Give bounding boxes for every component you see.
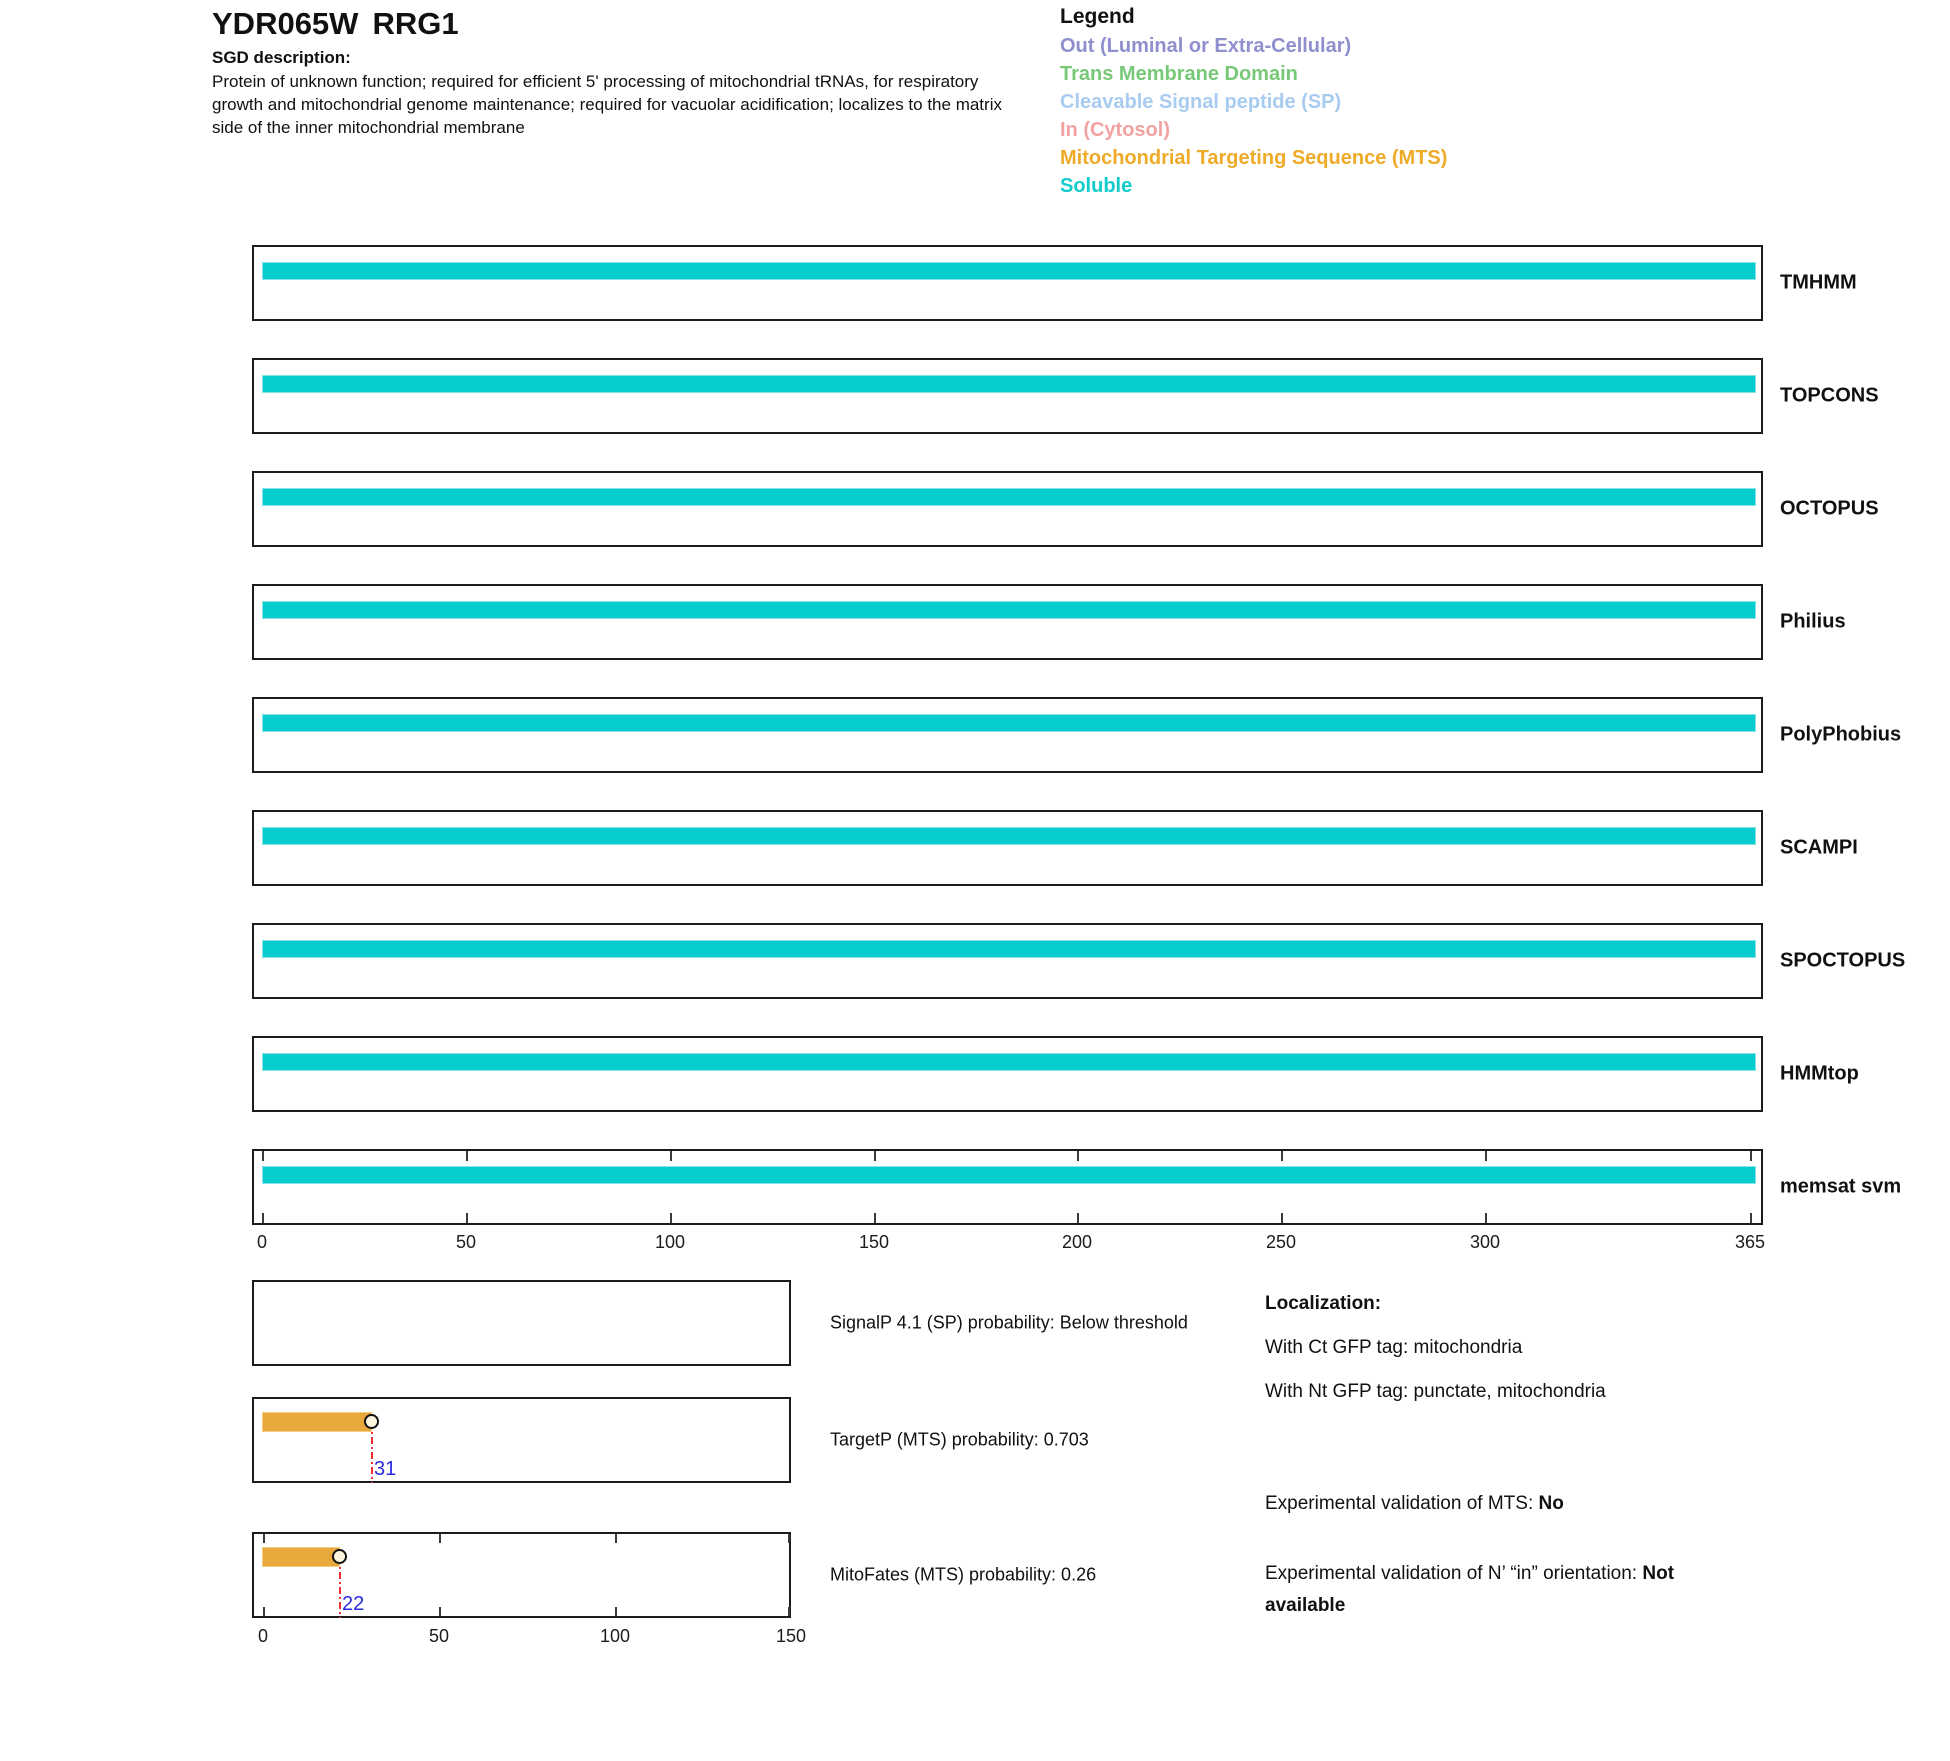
- axis-tick-label: 200: [1061, 1232, 1093, 1252]
- axis-tick-label: 0: [256, 1232, 268, 1252]
- gene-systematic-name: YDR065W: [212, 6, 359, 41]
- legend-items: [1060, 32, 1447, 200]
- gene-standard-name: RRG1: [372, 6, 459, 41]
- axis-tick: [1485, 1213, 1487, 1223]
- panel-label-1: TargetP (MTS) probability: 0.703: [830, 1429, 1089, 1450]
- cleavage-line: [371, 1422, 373, 1483]
- localization-nt-gfp: With Nt GFP tag: punctate, mitochondria: [1265, 1381, 1606, 1402]
- panel-label-0: SignalP 4.1 (SP) probability: Below threshold: [830, 1312, 1188, 1333]
- track-box-scampi: [252, 810, 1763, 886]
- track-label-topcons: TOPCONS: [1780, 384, 1879, 407]
- axis-tick: [615, 1607, 617, 1616]
- legend: [1060, 2, 1447, 200]
- cleavage-line: [339, 1557, 341, 1618]
- legend-item-3: In (Cytosol): [1060, 119, 1170, 141]
- panel-label-2: MitoFates (MTS) probability: 0.26: [830, 1564, 1097, 1585]
- soluble-bar: [262, 601, 1756, 619]
- axis-tick-label: 250: [1265, 1232, 1297, 1252]
- axis-tick: [262, 1213, 264, 1223]
- track-box-spoctopus: [252, 923, 1763, 999]
- axis-tick-label: 0: [257, 1626, 269, 1646]
- cleavage-marker-icon: [364, 1414, 379, 1429]
- track-box-philius: [252, 584, 1763, 660]
- axis-tick: [874, 1213, 876, 1223]
- axis-tick: [1281, 1151, 1283, 1161]
- track-label-philius: Philius: [1780, 610, 1846, 633]
- panel-box-2: [252, 1532, 791, 1618]
- axis-tick: [1281, 1213, 1283, 1223]
- legend-item-1: Trans Membrane Domain: [1060, 63, 1298, 85]
- legend-title: Legend: [1060, 5, 1135, 28]
- mts-validation-label: Experimental validation of MTS:: [1265, 1493, 1539, 1514]
- mts-bar: [262, 1547, 340, 1567]
- axis-tick: [262, 1151, 264, 1161]
- axis-tick-label: 50: [428, 1626, 450, 1646]
- cleavage-position-label: 31: [374, 1458, 397, 1480]
- soluble-bar: [262, 1053, 1756, 1071]
- axis-tick: [466, 1213, 468, 1223]
- soluble-bar: [262, 488, 1756, 506]
- axis-tick: [874, 1151, 876, 1161]
- soluble-bar: [262, 827, 1756, 845]
- cleavage-position-label: 22: [342, 1593, 365, 1615]
- axis-tick: [670, 1151, 672, 1161]
- axis-tick: [263, 1534, 265, 1543]
- soluble-bar: [262, 375, 1756, 393]
- axis-tick: [1750, 1213, 1752, 1223]
- axis-tick: [466, 1151, 468, 1161]
- soluble-bar: [262, 714, 1756, 732]
- orientation-validation-line: [1265, 1558, 1735, 1622]
- track-label-octopus: OCTOPUS: [1780, 497, 1879, 520]
- track-label-spoctopus: SPOCTOPUS: [1780, 949, 1906, 972]
- track-label-polyphobius: PolyPhobius: [1780, 723, 1902, 746]
- axis-tick: [788, 1534, 790, 1543]
- axis-tick: [670, 1213, 672, 1223]
- axis-tick-label: 150: [775, 1626, 807, 1646]
- legend-item-5: Soluble: [1060, 175, 1133, 197]
- axis-tick: [263, 1607, 265, 1616]
- track-box-octopus: [252, 471, 1763, 547]
- panel-box-1: [252, 1397, 791, 1483]
- axis-tick: [1750, 1151, 1752, 1161]
- track-box-polyphobius: [252, 697, 1763, 773]
- mts-bar: [262, 1412, 372, 1432]
- mts-validation-line: [1265, 1488, 1564, 1520]
- axis-tick-label: 100: [654, 1232, 686, 1252]
- localization-ct-gfp: With Ct GFP tag: mitochondria: [1265, 1337, 1523, 1358]
- legend-item-0: Out (Luminal or Extra-Cellular): [1060, 35, 1352, 57]
- axis-tick: [1077, 1213, 1079, 1223]
- soluble-bar: [262, 940, 1756, 958]
- sgd-description-label: SGD description:: [212, 48, 351, 67]
- axis-tick: [439, 1534, 441, 1543]
- axis-tick-label: 150: [858, 1232, 890, 1252]
- axis-tick: [1077, 1151, 1079, 1161]
- page-title: [212, 6, 459, 42]
- sgd-description-text: Protein of unknown function; required for efficient 5' processing of mitochondrial tRNAs, for respiratory growth and mitochondrial genome maintenance; required for vacuolar acidification; localizes to the matrix side of the inner mitochondrial membrane: [212, 72, 1002, 137]
- track-label-scampi: SCAMPI: [1780, 836, 1858, 859]
- panel-box-0: [252, 1280, 791, 1366]
- track-box-hmmtop: [252, 1036, 1763, 1112]
- axis-tick-label: 365: [1734, 1232, 1766, 1252]
- axis-tick-label: 50: [455, 1232, 477, 1252]
- track-label-tmhmm: TMHMM: [1780, 271, 1857, 294]
- track-label-memsat-svm: memsat svm: [1780, 1175, 1902, 1198]
- track-box-memsat-svm: [252, 1149, 1763, 1225]
- axis-tick-label: 300: [1469, 1232, 1501, 1252]
- axis-tick: [615, 1534, 617, 1543]
- mts-validation-value: No: [1538, 1493, 1564, 1514]
- axis-tick-label: 100: [599, 1626, 631, 1646]
- axis-tick: [1485, 1151, 1487, 1161]
- track-label-hmmtop: HMMtop: [1780, 1062, 1859, 1085]
- axis-tick: [788, 1607, 790, 1616]
- orientation-validation-label: Experimental validation of N’ “in” orientation:: [1265, 1563, 1643, 1584]
- track-box-topcons: [252, 358, 1763, 434]
- legend-item-4: Mitochondrial Targeting Sequence (MTS): [1060, 147, 1448, 169]
- track-box-tmhmm: [252, 245, 1763, 321]
- soluble-bar: [262, 1166, 1756, 1184]
- axis-tick: [439, 1607, 441, 1616]
- orientation-validation-value: Not available: [1265, 1563, 1675, 1616]
- soluble-bar: [262, 262, 1756, 280]
- legend-item-2: Cleavable Signal peptide (SP): [1060, 91, 1342, 113]
- cleavage-marker-icon: [332, 1549, 347, 1564]
- localization-title: Localization:: [1265, 1293, 1382, 1314]
